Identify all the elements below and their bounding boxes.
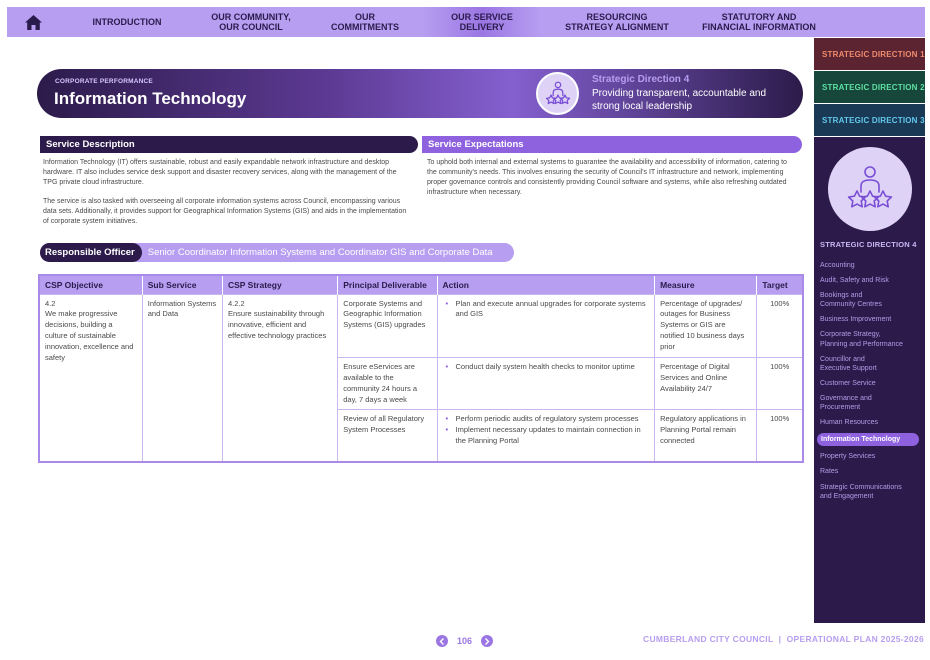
sidebar-item-rates[interactable]: Rates	[820, 468, 839, 476]
pagination	[436, 635, 493, 647]
chevron-left-icon	[439, 638, 445, 645]
service-description-heading: Service Description	[40, 136, 418, 153]
next-page-button[interactable]	[481, 635, 493, 647]
deliverable-cell: Corporate Systems and Geographic Information Systems (GIS) upgrades	[338, 294, 437, 357]
service-description-paragraph-2: The service is also tasked with overseeing all corporate information systems across Council, encompassing various data sets. Additionally, it provides support for Geographical Information Systems (GIS) and aids in the implementation of corporate system initiatives.	[43, 198, 407, 226]
sidebar-item-governance[interactable]: Governance and Procurement	[820, 394, 872, 412]
sidebar-item-corporate-strategy[interactable]: Corporate Strategy, Planning and Performance	[820, 331, 903, 348]
strategic-direction-1-tab[interactable]: STRATEGIC DIRECTION 1	[814, 38, 925, 70]
footer-publication-title: CUMBERLAND CITY COUNCIL | OPERATIONAL PLAN 2025-2026	[643, 634, 925, 644]
column-header: CSP Objective	[39, 275, 142, 294]
sidebar-item-customer-service[interactable]: Customer Service	[820, 379, 876, 387]
action-cell	[437, 410, 655, 462]
sidebar-item-human-resources[interactable]: Human Resources	[820, 419, 878, 427]
csp-strategy-cell: 4.2.2 Ensure sustainability through innovative, efficient and effective technology practices	[222, 294, 337, 462]
sidebar-item-audit-safety-risk[interactable]: Audit, Safety and Risk	[820, 277, 889, 285]
sidebar-item-information-technology[interactable]: Information Technology	[817, 433, 919, 446]
banner-direction-description: Providing transparent, accountable and strong local leadership	[592, 88, 767, 112]
sidebar-item-bookings[interactable]: Bookings and Community Centres	[820, 292, 882, 309]
action-cell	[437, 294, 655, 357]
action-cell	[437, 357, 655, 410]
strategic-direction-3-tab[interactable]: STRATEGIC DIRECTION 3	[814, 104, 925, 136]
people-stars-icon	[536, 72, 579, 115]
column-header: Action	[437, 275, 655, 294]
sidebar-item-property-services[interactable]: Property Services	[820, 453, 876, 461]
target-cell: 100%	[757, 294, 803, 357]
table-header-row	[39, 275, 803, 294]
csp-objective-cell: 4.2 We make progressive decisions, building a culture of sustainable innovation, excellence and safety	[39, 294, 142, 462]
responsible-officer-label: Responsible Officer	[40, 243, 142, 262]
column-header: CSP Strategy	[222, 275, 337, 294]
sidebar-item-councillor-support[interactable]: Councillor and Executive Support	[820, 355, 877, 372]
sidebar-item-strategic-communications[interactable]: Strategic Communications and Engagement	[820, 483, 902, 500]
page-title: Information Technology	[54, 89, 247, 108]
service-list	[814, 261, 925, 507]
service-expectations-paragraph: To uphold both internal and external systems to guarantee the availability and accessibility of information, catering to the community's needs. This involves ensuring the security of Council's IT infrastructure and network, implementing proper governance controls and consistently providing Council software and systems, while also refreshing outdated infrastructure when necessary.	[427, 159, 787, 197]
csp-table	[38, 274, 804, 463]
people-stars-icon	[828, 147, 912, 231]
responsible-officer-name: Senior Coordinator Information Systems and Coordinator GIS and Corporate Data	[147, 247, 493, 258]
action-item: • Implement necessary updates to maintain connection in the Planning Portal	[443, 425, 650, 447]
strategic-direction-2-tab[interactable]: STRATEGIC DIRECTION 2	[814, 71, 925, 103]
service-description-paragraph-1: Information Technology (IT) offers sustainable, robust and easily expandable network infrastructure and desktop hardware. IT also includes service desk support and disaster recovery services, along with the management of the TPG private cloud infrastructure.	[43, 159, 397, 187]
chevron-right-icon	[484, 638, 490, 645]
target-cell: 100%	[757, 410, 803, 462]
responsible-officer-bar	[40, 243, 514, 262]
column-header: Target	[757, 275, 803, 294]
top-nav	[7, 7, 925, 37]
home-button[interactable]	[7, 7, 59, 37]
service-expectations-heading: Service Expectations	[422, 136, 802, 153]
table-row	[39, 294, 803, 357]
column-header: Sub Service	[142, 275, 222, 294]
strategic-direction-4-title: STRATEGIC DIRECTION 4	[820, 240, 917, 249]
sub-service-cell: Information Systems and Data	[142, 294, 222, 462]
deliverable-cell: Review of all Regulatory System Processes	[338, 410, 437, 462]
target-cell: 100%	[757, 357, 803, 410]
nav-tab-introduction[interactable]: INTRODUCTION	[92, 16, 162, 27]
page-banner	[37, 69, 803, 118]
nav-tab-our-service-delivery[interactable]: OUR SERVICE DELIVERY	[423, 7, 541, 37]
measure-cell: Percentage of upgrades/ outages for Business Systems or GIS are notified 10 business days prior	[655, 294, 757, 357]
column-header: Principal Deliverable	[338, 275, 437, 294]
strategic-direction-4-panel	[814, 137, 925, 623]
sidebar-item-accounting[interactable]: Accounting	[820, 262, 855, 269]
action-item: • Perform periodic audits of regulatory system processes	[443, 414, 650, 425]
sidebar-item-business-improvement[interactable]: Business Improvement	[820, 316, 892, 324]
banner-kicker: CORPORATE PERFORMANCE	[55, 78, 153, 85]
page-number: 106	[457, 636, 473, 646]
nav-tab-statutory-financial[interactable]: STATUTORY AND FINANCIAL INFORMATION	[702, 11, 816, 32]
deliverable-cell: Ensure eServices are available to the community 24 hours a day, 7 days a week	[338, 357, 437, 410]
nav-tab-our-community[interactable]: OUR COMMUNITY, OUR COUNCIL	[211, 11, 291, 32]
measure-cell: Percentage of Digital Services and Online Availability 24/7	[655, 357, 757, 410]
measure-cell: Regulatory applications in Planning Portal remain connected	[655, 410, 757, 462]
action-item: • Conduct daily system health checks to monitor uptime	[443, 362, 650, 373]
previous-page-button[interactable]	[436, 635, 448, 647]
nav-tab-resourcing-strategy[interactable]: RESOURCING STRATEGY ALIGNMENT	[565, 11, 669, 32]
banner-strategic-direction: Strategic Direction 4	[592, 74, 690, 85]
home-icon	[25, 15, 42, 30]
nav-tab-our-commitments[interactable]: OUR COMMITMENTS	[331, 11, 399, 32]
action-item: • Plan and execute annual upgrades for corporate systems and GIS	[443, 299, 650, 321]
column-header: Measure	[655, 275, 757, 294]
